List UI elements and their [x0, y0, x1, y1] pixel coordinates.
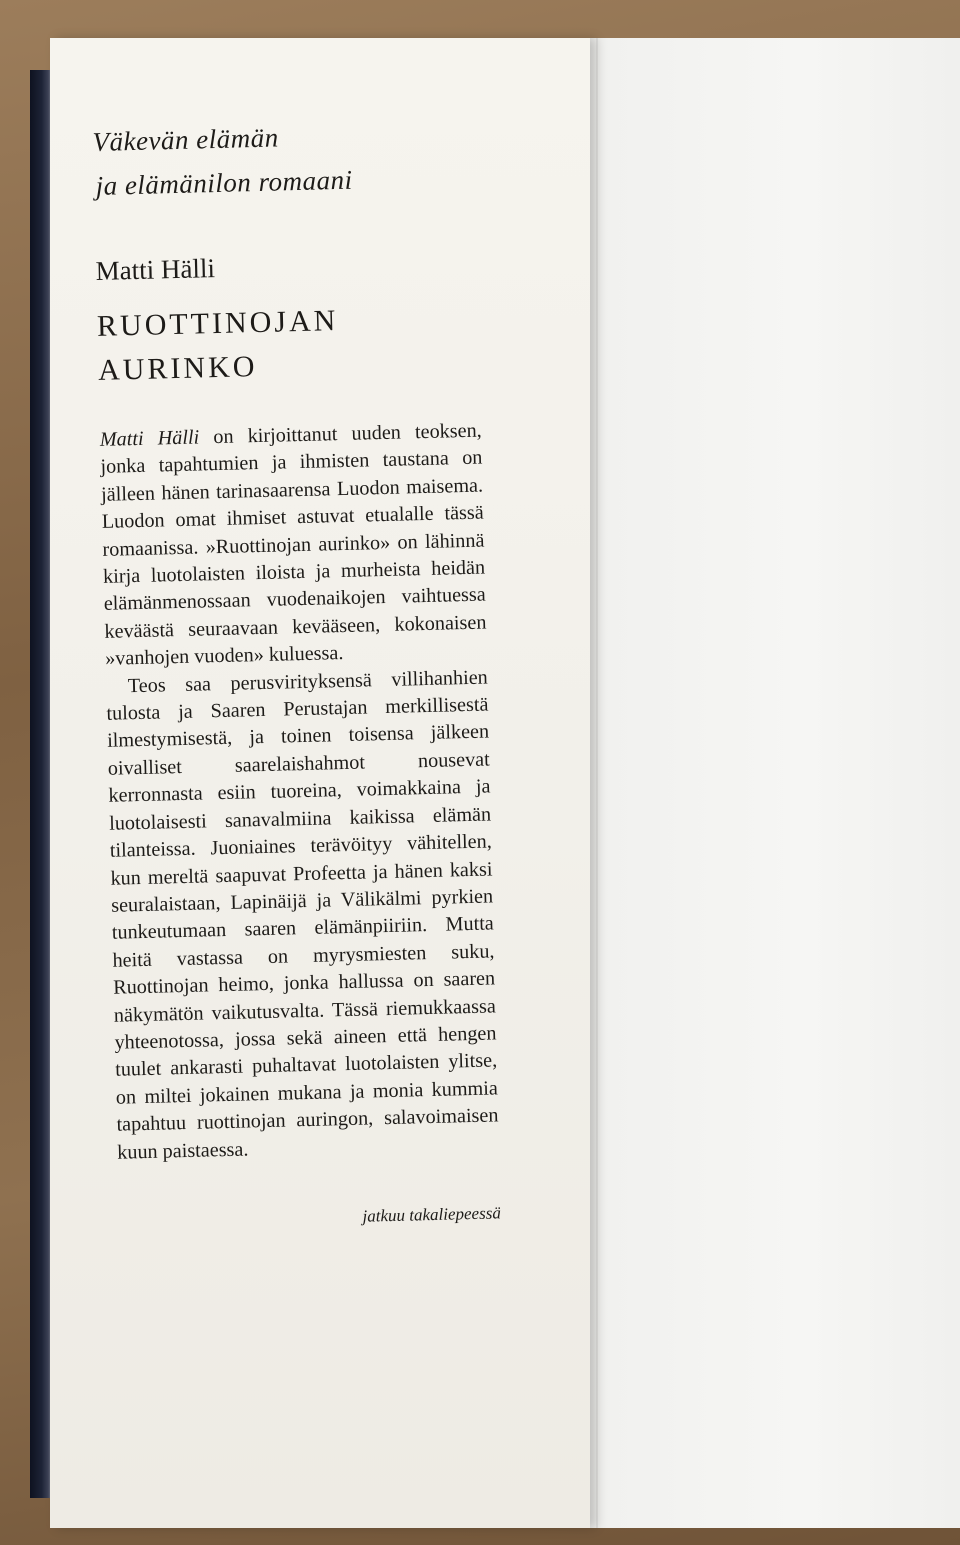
title-line-1: RUOTTINOJAN: [96, 304, 339, 343]
page-fold: [596, 38, 598, 1528]
blurb-author: Matti Hälli: [99, 426, 200, 451]
book-title: [97, 296, 481, 393]
tagline-line-2: ja elämänilon romaani: [95, 164, 353, 201]
blurb: [100, 418, 500, 1167]
title-line-2: AURINKO: [97, 350, 258, 387]
blurb-paragraph-1-text: on kirjoittanut uuden teoksen, jonka tapahtumien ja ihmisten taustana on jälleen hänen tarinasaarensa Luodon maisema. Luodon omat ihmiset astuvat etualalle tässä romaanissa. »Ruottinojan aurinko» on lähinnä kirja luotolaisten iloista ja murheista heidän elämänmenossaan vuodenaikojen vaihtuessa keväästä seuraavaan kevääseen, kokonaisen »vanhojen vuoden» kuluessa.: [100, 419, 487, 671]
blurb-paragraph-2: Teos saa perusvirityksensä villihanhien tulosta ja Saaren Perustajan merkillisestä ilmestymisestä, ja toinen toisensa jälkeen oivalliset saarelaishahmot nousevat kerronnasta esiin tuoreina, voimakkaina ja luotolaisesti sanavalmiina kaikissa elämän tilanteissa. Juoniaines terävöityy vähitellen, kun mereltä saapuvat Profeetta ja hänen kaksi seuralaistaan, Lapinäijä ja Välikälmi pyrkien tunkeutumaan saaren elämänpiiriin. Mutta heitä vastassa on myrysmiesten suku, Ruottinojan heimo, jonka hallussa on saaren näkymätön vaikutusvalta. Tässä riemukkaassa yhteenotossa, jossa sekä aineen että hengen tuulet ankarasti puhaltavat luotolaisten ylitse, on miltei jokainen mukana ja monia kummia tapahtuu ruottinojan auringon, salavoimaisen kuun paistaessa.: [106, 666, 499, 1164]
tagline: [92, 111, 476, 208]
continue-note: jatkuu takaliepeessä: [362, 1203, 502, 1226]
blurb-paragraph-1: [100, 418, 488, 674]
blank-page: [570, 38, 960, 1528]
author-name: Matti Hälli: [95, 253, 216, 286]
tagline-line-1: Väkevän elämän: [92, 122, 280, 157]
flap-text: [92, 111, 501, 1233]
